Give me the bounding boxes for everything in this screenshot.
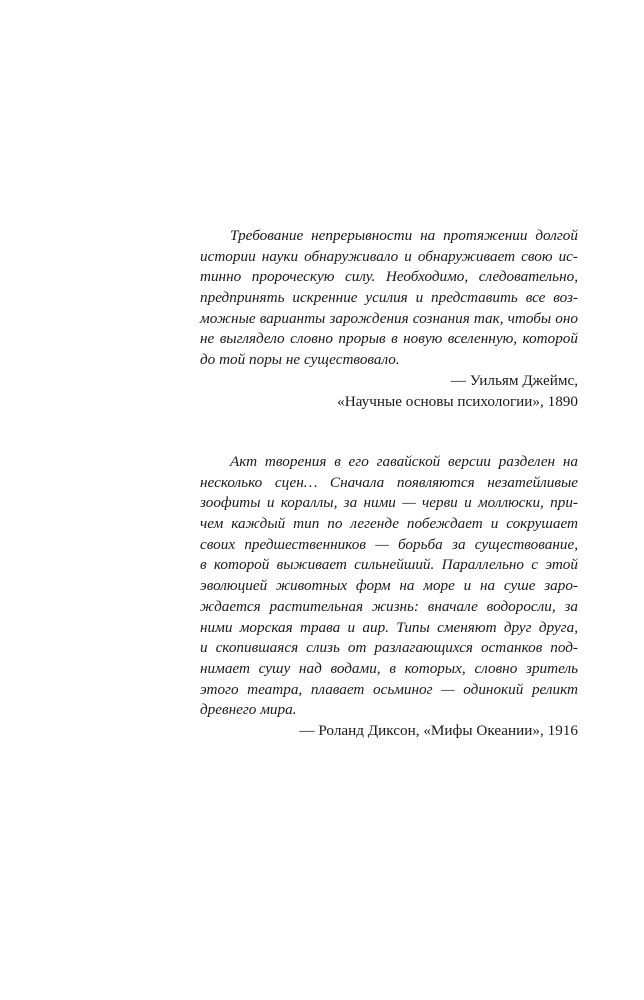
epigraph-line: до той поры не существовало. [200,351,400,369]
epigraph-line: в которой выживает сильнейший. Параллельно с этой [200,556,578,574]
epigraph-line: эволюцией животных форм на море и на суше заро- [200,577,578,595]
epigraph-line: своих предшественников — борьба за существование, [200,535,578,553]
epigraph-william-james [200,226,578,412]
epigraph-attribution-author: — Уильям Джеймс, [450,371,578,389]
epigraph-line: истории науки обнаруживало и обнаруживает свою ис- [200,247,578,265]
epigraph-line: Акт творения в его гавайской версии разделен на [230,453,578,470]
epigraph-line: Требование непрерывности на протяжении долгой [230,227,578,244]
epigraph-line: древнего мира. [200,701,297,719]
epigraph-line: несколько сцен… Сначала появляются незатейливые [200,473,578,491]
epigraph-line: не выглядело словно прорыв в новую вселенную, которой [200,330,578,348]
epigraph-line: этого театра, плавает осьминог — одинокий реликт [200,680,578,698]
epigraph-attribution: — Роланд Диксон, «Мифы Океании», 1916 [299,721,578,739]
epigraph-roland-dixon [200,452,578,742]
epigraph-line: ними морская трава и аир. Типы сменяют друг друга, [200,618,578,636]
epigraph-line: можные варианты зарождения сознания так, чтобы оно [200,309,578,327]
epigraph-line: чем каждый тип по легенде побеждает и сокрушает [200,515,578,533]
epigraph-line: ждается растительная жизнь: вначале водоросли, за [200,597,578,615]
epigraph-line: зоофиты и кораллы, за ними — черви и моллюски, при- [200,494,578,512]
epigraph-line: тинно пророческую силу. Необходимо, следовательно, [200,268,578,286]
epigraph-line: нимает сушу над водами, в которых, словно зритель [200,659,578,677]
epigraph-line: и скопившаяся слизь от разлагающихся останков под- [200,639,578,657]
epigraph-attribution-source: «Научные основы психологии», 1890 [337,392,578,410]
epigraph-line: предпринять искренние усилия и представить все воз- [200,289,578,307]
